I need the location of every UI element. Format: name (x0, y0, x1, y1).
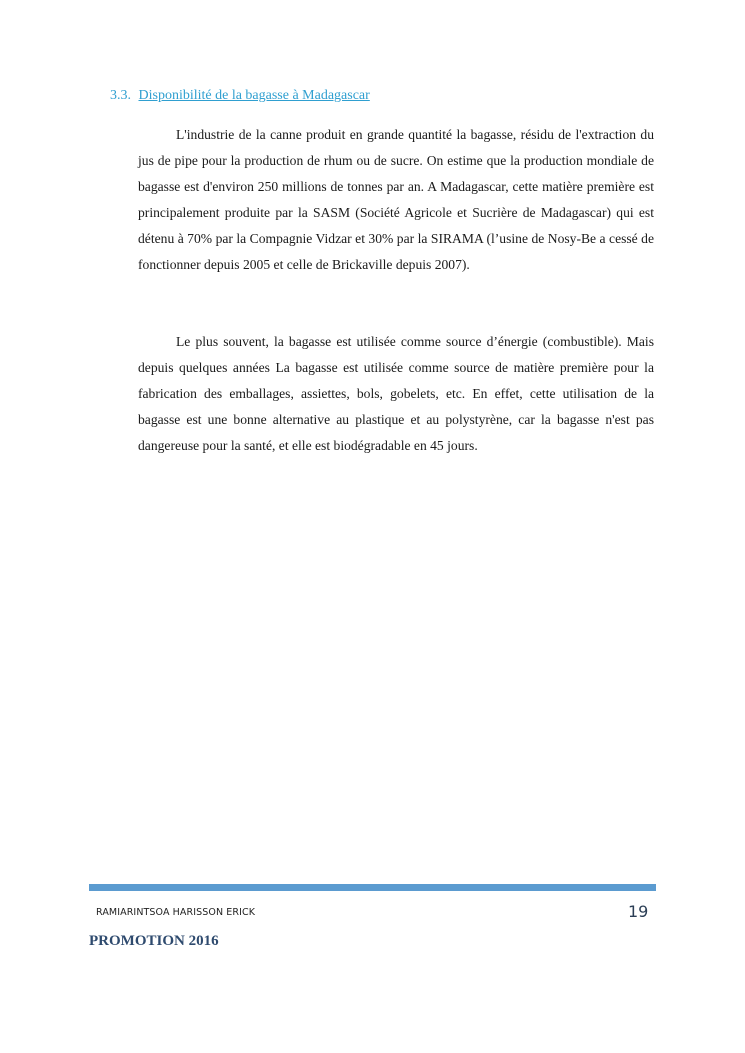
section-heading (110, 88, 370, 104)
paragraph-2-text: Le plus souvent, la bagasse est utilisée comme source d’énergie (combustible). Mais depuis quelques années La bagasse est utilisée comme source de matière première pour la fabrication des emballages, assiettes, bols, gobelets, etc. En effet, cette utilisation de la bagasse est une bonne alternative au plastique et au polystyrène, car la bagasse n'est pas dangereuse pour la santé, et elle est biodégradable en 45 jours. (138, 334, 654, 453)
section-title-link[interactable]: Disponibilité de la bagasse à Madagascar (138, 88, 370, 103)
paragraph-2 (138, 329, 654, 459)
footer-divider (89, 884, 656, 891)
footer-promotion: PROMOTION 2016 (89, 933, 219, 949)
footer-author: RAMIARINTSOA HARISSON ERICK (96, 907, 256, 918)
section-number: 3.3. (110, 88, 131, 103)
page-number: 19 (628, 902, 649, 921)
paragraph-1-text: L'industrie de la canne produit en grande quantité la bagasse, résidu de l'extraction du jus de pipe pour la production de rhum ou de sucre. On estime que la production mondiale de bagasse est d'environ 250 millions de tonnes par an. A Madagascar, cette matière première est principalement produite par la SASM (Société Agricole et Sucrière de Madagascar) qui est détenu à 70% par la Compagnie Vidzar et 30% par la SIRAMA (l’usine de Nosy-Be a cessé de fonctionner depuis 2005 et celle de Brickaville depuis 2007). (138, 127, 654, 272)
paragraph-1 (138, 122, 654, 277)
